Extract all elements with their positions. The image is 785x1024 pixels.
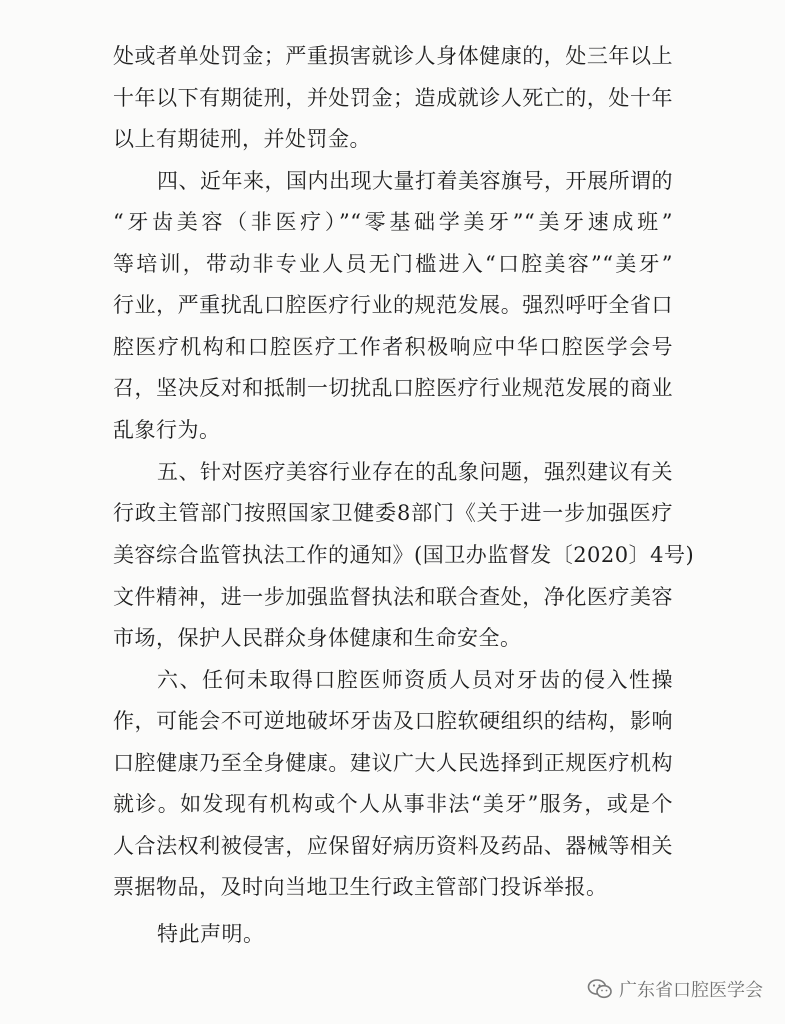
text-line: “牙齿美容（非医疗）”“零基础学美牙”“美牙速成班” [113, 210, 673, 234]
text-line: 作，可能会不可逆地破坏牙齿及口腔软硬组织的结构，影响 [113, 709, 673, 733]
text-line: 乱象行为。 [113, 418, 221, 442]
paragraph-5-first-line: 五、针对医疗美容行业存在的乱象问题，强烈建议有关 [157, 460, 673, 484]
text-line: 美容综合监管执法工作的通知》(国卫办监督发〔2020〕4号) [113, 543, 695, 567]
text-line: 行政主管部门按照国家卫健委8部门《关于进一步加强医疗 [113, 501, 673, 525]
text-line: 市场，保护人民群众身体健康和生命安全。 [113, 626, 522, 650]
text-line: 文件精神，进一步加强监督执法和联合查处，净化医疗美容 [113, 585, 673, 609]
text-line: 行业，严重扰乱口腔医疗行业的规范发展。强烈呼吁全省口 [113, 293, 673, 317]
text-line: 十年以下有期徒刑，并处罚金；造成就诊人死亡的，处十年 [113, 86, 673, 110]
wechat-icon [587, 978, 613, 1000]
paragraph-6-first-line: 六、任何未取得口腔医师资质人员对牙齿的侵入性操 [157, 668, 673, 692]
watermark [587, 975, 763, 1003]
text-line: 口腔健康乃至全身健康。建议广大人民选择到正规医疗机构 [113, 751, 673, 775]
watermark-text: 广东省口腔医学会 [619, 980, 763, 1001]
text-line: 等培训，带动非专业人员无门槛进入“口腔美容”“美牙” [113, 252, 673, 276]
text-line: 召，坚决反对和抵制一切扰乱口腔医疗行业规范发展的商业 [113, 376, 673, 400]
text-line: 以上有期徒刑，并处罚金。 [113, 127, 371, 151]
text-line: 腔医疗机构和口腔医疗工作者积极响应中华口腔医学会号 [113, 335, 673, 359]
text-line: 就诊。如发现有机构或个人从事非法“美牙”服务，或是个 [113, 792, 673, 816]
text-line: 票据物品，及时向当地卫生行政主管部门投诉举报。 [113, 875, 608, 899]
text-line: 处或者单处罚金；严重损害就诊人身体健康的，处三年以上 [113, 44, 673, 68]
text-line: 人合法权利被侵害，应保留好病历资料及药品、器械等相关 [113, 834, 673, 858]
paragraph-4-first-line: 四、近年来，国内出现大量打着美容旗号，开展所谓的 [157, 169, 673, 193]
closing-statement: 特此声明。 [157, 922, 265, 946]
